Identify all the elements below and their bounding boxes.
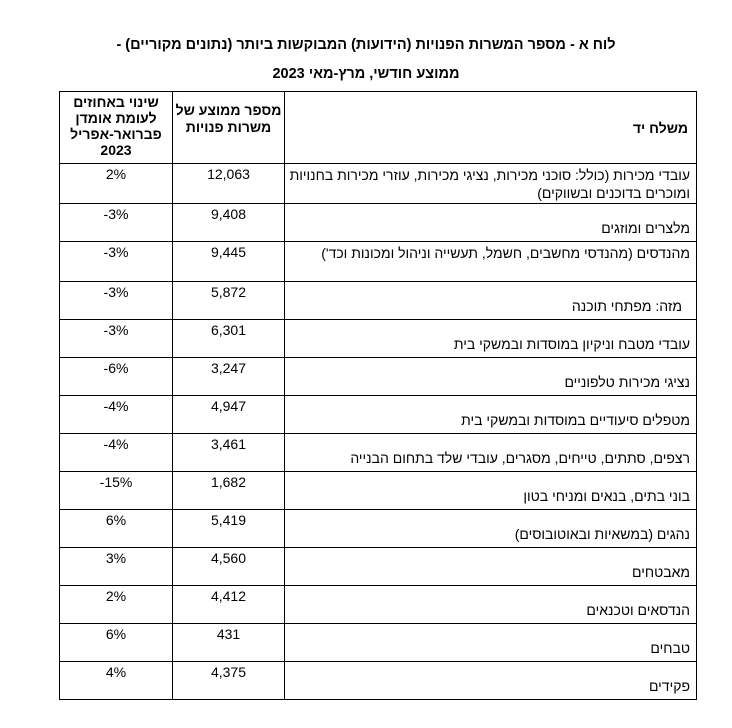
change-cell: 6% <box>60 624 173 662</box>
change-cell: 3% <box>60 548 173 586</box>
change-cell: 2% <box>60 164 173 204</box>
vacancies-table <box>59 91 697 700</box>
occupation-cell: טבחים <box>285 624 697 662</box>
vacancies-cell: 5,872 <box>173 282 285 320</box>
table-row <box>60 204 697 242</box>
vacancies-cell: 3,247 <box>173 358 285 396</box>
occupation-cell: מזה: מפתחי תוכנה <box>285 282 697 320</box>
table-row <box>60 242 697 282</box>
vacancies-cell: 431 <box>173 624 285 662</box>
vacancies-cell: 5,419 <box>173 510 285 548</box>
vacancies-cell: 4,375 <box>173 662 285 700</box>
table-row <box>60 434 697 472</box>
vacancies-cell: 9,408 <box>173 204 285 242</box>
table-row <box>60 624 697 662</box>
change-cell: -6% <box>60 358 173 396</box>
vacancies-cell: 12,063 <box>173 164 285 204</box>
table-row <box>60 586 697 624</box>
vacancies-cell: 4,560 <box>173 548 285 586</box>
change-cell: -4% <box>60 434 173 472</box>
change-cell: -3% <box>60 320 173 358</box>
occupation-cell: מהנדסים (מהנדסי מחשבים, חשמל, תעשייה וניהול ומכונות וכד') <box>285 242 697 282</box>
header-row <box>60 92 697 164</box>
table-row <box>60 282 697 320</box>
vacancies-cell: 4,412 <box>173 586 285 624</box>
table-title: לוח א - מספר המשרות הפנויות (הידועות) המבוקשות ביותר (נתונים מקוריים) - <box>116 37 616 53</box>
vacancies-cell: 6,301 <box>173 320 285 358</box>
header-change-pct: שינוי באחוזים לעומת אומדן פברואר-אפריל 2023 <box>60 92 173 164</box>
header-occupation: משלח יד <box>285 92 697 164</box>
occupation-cell: מטפלים סיעודיים במוסדות ובמשקי בית <box>285 396 697 434</box>
table-row <box>60 472 697 510</box>
table-row <box>60 510 697 548</box>
change-cell: -4% <box>60 396 173 434</box>
occupation-cell: נהגים (במשאיות ובאוטובוסים) <box>285 510 697 548</box>
change-cell: 4% <box>60 662 173 700</box>
table-row <box>60 662 697 700</box>
occupation-cell: עובדי מכירות (כולל: סוכני מכירות, נציגי מכירות, עוזרי מכירות בחנויות ומוכרים בדוכנים ובשווקים) <box>285 164 697 204</box>
occupation-cell: רצפים, סתתים, טייחים, מסגרים, עובדי שלד בתחום הבנייה <box>285 434 697 472</box>
change-cell: 6% <box>60 510 173 548</box>
table-row <box>60 320 697 358</box>
change-cell: -3% <box>60 242 173 282</box>
table-row <box>60 164 697 204</box>
vacancies-cell: 1,682 <box>173 472 285 510</box>
header-avg-vacancies: מספר ממוצע של משרות פנויות <box>173 92 285 164</box>
change-cell: 2% <box>60 586 173 624</box>
table-row <box>60 358 697 396</box>
occupation-cell: עובדי מטבח וניקיון במוסדות ובמשקי בית <box>285 320 697 358</box>
change-cell: -3% <box>60 282 173 320</box>
occupation-cell: מאבטחים <box>285 548 697 586</box>
occupation-cell: פקידים <box>285 662 697 700</box>
change-cell: -3% <box>60 204 173 242</box>
vacancies-cell: 9,445 <box>173 242 285 282</box>
occupation-cell: הנדסאים וטכנאים <box>285 586 697 624</box>
vacancies-cell: 4,947 <box>173 396 285 434</box>
change-cell: -15% <box>60 472 173 510</box>
vacancies-cell: 3,461 <box>173 434 285 472</box>
table-subtitle: ממוצע חודשי, מרץ-מאי 2023 <box>272 66 460 82</box>
occupation-cell: נציגי מכירות טלפוניים <box>285 358 697 396</box>
table-row <box>60 396 697 434</box>
table-row <box>60 548 697 586</box>
occupation-cell: מלצרים ומוזגים <box>285 204 697 242</box>
occupation-cell: בוני בתים, בנאים ומניחי בטון <box>285 472 697 510</box>
